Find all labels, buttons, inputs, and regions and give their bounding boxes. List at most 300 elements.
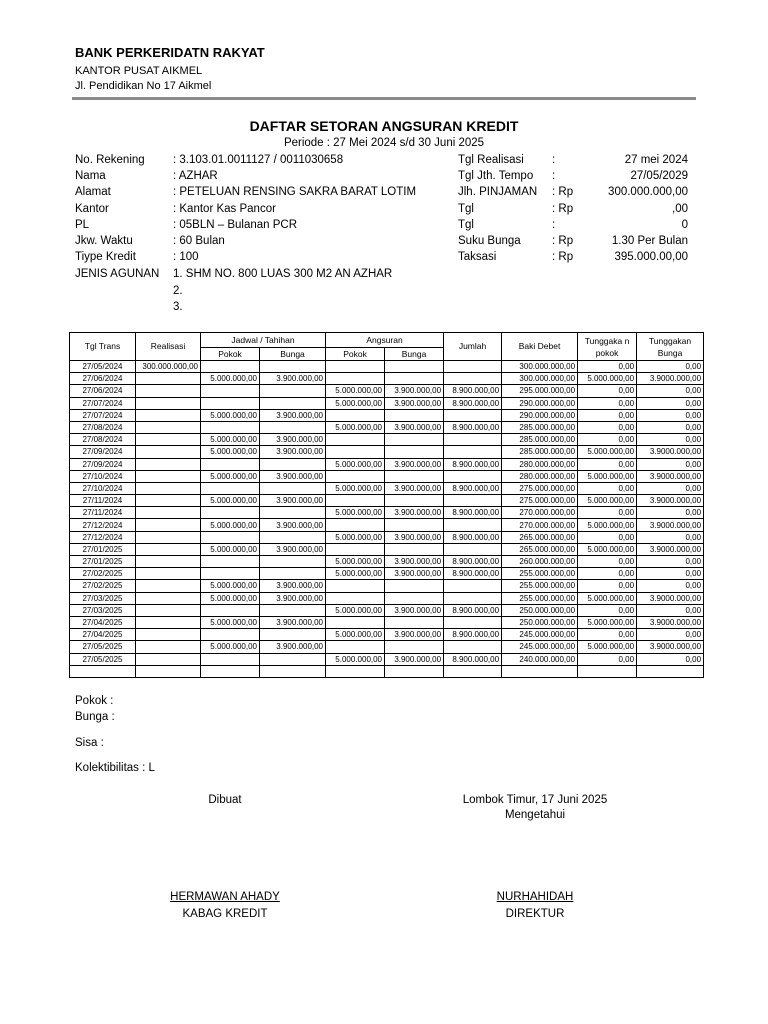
cell-tunggakan-pokok: 0,00: [578, 568, 637, 580]
info-label: Suku Bunga: [458, 235, 521, 247]
cell-jumlah: 8.900.000,00: [444, 653, 502, 665]
cell-jadwal-bunga: 3.900.000,00: [260, 592, 326, 604]
info-value: 27/05/2029: [630, 170, 688, 182]
cell-jadwal-pokok: [201, 361, 260, 373]
cell-angsuran-bunga: [385, 434, 444, 446]
cell-angsuran-pokok: 5.000.000,00: [326, 421, 385, 433]
cell-tunggakan-bunga: 0,00: [637, 507, 704, 519]
cell-tgl-trans: 27/12/2024: [70, 519, 136, 531]
info-colon: : Rp: [552, 235, 574, 247]
info-value: 27 mei 2024: [624, 154, 688, 166]
cell-jadwal-pokok: 5.000.000,00: [201, 592, 260, 604]
info-label: Tgl Jth. Tempo: [458, 170, 534, 182]
header-divider: [72, 97, 696, 100]
col-header-jadwal-pokok: Pokok: [201, 348, 260, 361]
cell-angsuran-pokok: [326, 592, 385, 604]
cell-tunggakan-bunga: 3.9000.000,00: [637, 616, 704, 628]
cell-angsuran-bunga: [385, 409, 444, 421]
cell-tunggakan-bunga: 0,00: [637, 556, 704, 568]
cell-angsuran-pokok: [326, 495, 385, 507]
cell-tgl-trans: 27/12/2024: [70, 531, 136, 543]
cell-angsuran-pokok: [326, 641, 385, 653]
info-label: PL: [75, 219, 90, 231]
cell-jadwal-pokok: 5.000.000,00: [201, 616, 260, 628]
cell-tunggakan-pokok: 0,00: [578, 434, 637, 446]
col-header-angsuran-bunga: Bunga: [385, 348, 444, 361]
cell-jadwal-bunga: 3.900.000,00: [260, 641, 326, 653]
info-value: : PETELUAN RENSING SAKRA BARAT LOTIM: [173, 186, 417, 198]
cell-jadwal-bunga: 3.900.000,00: [260, 409, 326, 421]
cell-jadwal-pokok: [201, 556, 260, 568]
cell-tunggakan-bunga: 3.9000.000,00: [637, 519, 704, 531]
cell-tunggakan-pokok: 0,00: [578, 361, 637, 373]
cell-tgl-trans: 27/11/2024: [70, 495, 136, 507]
signature-right-place-date: Lombok Timur, 17 Juni 2025: [462, 794, 608, 806]
cell-realisasi: [136, 641, 201, 653]
cell-tgl-trans: 27/01/2025: [70, 556, 136, 568]
cell-angsuran-pokok: 5.000.000,00: [326, 482, 385, 494]
col-header-tunggakan-bunga: Tunggakan Bunga: [637, 333, 704, 361]
cell-jadwal-pokok: [201, 458, 260, 470]
cell-tgl-trans: 27/08/2024: [70, 434, 136, 446]
cell-realisasi: [136, 531, 201, 543]
cell-tunggakan-bunga: 0,00: [637, 397, 704, 409]
cell-jadwal-bunga: [260, 568, 326, 580]
cell-jadwal-pokok: [201, 568, 260, 580]
cell-jadwal-bunga: 3.900.000,00: [260, 470, 326, 482]
cell-tgl-trans: [70, 665, 136, 677]
bank-name: BANK PERKERIDATN RAKYAT: [75, 45, 265, 60]
cell-jadwal-pokok: [201, 665, 260, 677]
cell-realisasi: [136, 409, 201, 421]
cell-jadwal-bunga: [260, 665, 326, 677]
info-value: : 05BLN – Bulanan PCR: [173, 219, 298, 231]
col-header-jadwal: Jadwal / Tahihan: [201, 333, 326, 348]
cell-tunggakan-pokok: 5.000.000,00: [578, 592, 637, 604]
cell-angsuran-pokok: 5.000.000,00: [326, 629, 385, 641]
collateral-item: 2.: [173, 285, 183, 297]
cell-tgl-trans: 27/11/2024: [70, 507, 136, 519]
cell-tunggakan-pokok: 0,00: [578, 629, 637, 641]
cell-tunggakan-bunga: 0,00: [637, 629, 704, 641]
cell-angsuran-pokok: [326, 434, 385, 446]
table-row: [70, 531, 704, 543]
cell-baki-debet: 275.000.000,00: [502, 482, 578, 494]
cell-tgl-trans: 27/08/2024: [70, 421, 136, 433]
cell-jumlah: [444, 519, 502, 531]
cell-tgl-trans: 27/09/2024: [70, 446, 136, 458]
cell-tunggakan-bunga: 0,00: [637, 568, 704, 580]
table-body: [70, 361, 704, 678]
cell-tunggakan-pokok: 0,00: [578, 458, 637, 470]
cell-jadwal-pokok: 5.000.000,00: [201, 543, 260, 555]
cell-angsuran-pokok: [326, 580, 385, 592]
table-row: [70, 507, 704, 519]
info-value: 300.000.000,00: [608, 186, 688, 198]
cell-jadwal-bunga: [260, 531, 326, 543]
cell-jadwal-pokok: 5.000.000,00: [201, 373, 260, 385]
cell-tunggakan-bunga: [637, 665, 704, 677]
info-value: : 60 Bulan: [173, 235, 225, 247]
cell-jadwal-bunga: [260, 385, 326, 397]
info-label: Kantor: [75, 203, 109, 215]
cell-tunggakan-bunga: 0,00: [637, 409, 704, 421]
table-row: [70, 361, 704, 373]
info-value: 1.30 Per Bulan: [611, 235, 688, 247]
table-row: [70, 604, 704, 616]
signer-name: HERMAWAN AHADY: [170, 891, 280, 903]
cell-angsuran-bunga: 3.900.000,00: [385, 385, 444, 397]
table-row: [70, 385, 704, 397]
bank-office: KANTOR PUSAT AIKMEL: [75, 65, 203, 77]
cell-realisasi: [136, 446, 201, 458]
cell-tgl-trans: 27/05/2025: [70, 641, 136, 653]
cell-jadwal-bunga: 3.900.000,00: [260, 616, 326, 628]
cell-jumlah: 8.900.000,00: [444, 385, 502, 397]
cell-jadwal-pokok: 5.000.000,00: [201, 434, 260, 446]
cell-angsuran-bunga: 3.900.000,00: [385, 604, 444, 616]
signature-right-caption: Mengetahui: [504, 809, 566, 821]
cell-tunggakan-pokok: 0,00: [578, 556, 637, 568]
table-row: [70, 495, 704, 507]
cell-jadwal-pokok: [201, 421, 260, 433]
cell-angsuran-bunga: 3.900.000,00: [385, 507, 444, 519]
cell-angsuran-bunga: [385, 495, 444, 507]
cell-tgl-trans: 27/02/2025: [70, 568, 136, 580]
info-label: Jlh. PINJAMAN: [458, 186, 538, 198]
cell-tgl-trans: 27/07/2024: [70, 397, 136, 409]
cell-jumlah: [444, 434, 502, 446]
cell-realisasi: [136, 568, 201, 580]
cell-jadwal-pokok: 5.000.000,00: [201, 519, 260, 531]
cell-jadwal-pokok: [201, 653, 260, 665]
info-value: : Kantor Kas Pancor: [173, 203, 276, 215]
cell-baki-debet: 295.000.000,00: [502, 385, 578, 397]
cell-realisasi: [136, 495, 201, 507]
cell-angsuran-bunga: [385, 373, 444, 385]
table-row: [70, 580, 704, 592]
cell-angsuran-bunga: 3.900.000,00: [385, 568, 444, 580]
cell-angsuran-bunga: [385, 641, 444, 653]
cell-jumlah: [444, 470, 502, 482]
info-label: Tgl: [458, 203, 474, 215]
cell-tunggakan-pokok: 0,00: [578, 482, 637, 494]
cell-angsuran-pokok: [326, 543, 385, 555]
cell-jadwal-pokok: [201, 397, 260, 409]
cell-jumlah: [444, 616, 502, 628]
info-colon: :: [552, 154, 556, 166]
cell-realisasi: [136, 482, 201, 494]
info-value: 0: [681, 219, 688, 231]
cell-tgl-trans: 27/06/2024: [70, 385, 136, 397]
cell-tgl-trans: 27/05/2025: [70, 653, 136, 665]
cell-angsuran-pokok: [326, 616, 385, 628]
info-label: No. Rekening: [75, 154, 145, 166]
cell-realisasi: [136, 653, 201, 665]
cell-angsuran-pokok: 5.000.000,00: [326, 568, 385, 580]
cell-tunggakan-pokok: 0,00: [578, 604, 637, 616]
cell-jadwal-bunga: 3.900.000,00: [260, 373, 326, 385]
cell-angsuran-bunga: [385, 580, 444, 592]
cell-jumlah: 8.900.000,00: [444, 604, 502, 616]
cell-jadwal-pokok: 5.000.000,00: [201, 470, 260, 482]
cell-tunggakan-pokok: 0,00: [578, 421, 637, 433]
cell-angsuran-pokok: [326, 446, 385, 458]
cell-angsuran-pokok: [326, 361, 385, 373]
cell-tunggakan-bunga: 0,00: [637, 385, 704, 397]
cell-jadwal-bunga: 3.900.000,00: [260, 446, 326, 458]
cell-angsuran-bunga: [385, 470, 444, 482]
table-row: [70, 458, 704, 470]
cell-angsuran-bunga: 3.900.000,00: [385, 653, 444, 665]
cell-angsuran-pokok: [326, 665, 385, 677]
cell-baki-debet: 245.000.000,00: [502, 641, 578, 653]
table-row: [70, 434, 704, 446]
cell-jadwal-pokok: 5.000.000,00: [201, 580, 260, 592]
cell-tunggakan-pokok: 5.000.000,00: [578, 616, 637, 628]
info-colon: : Rp: [552, 251, 574, 263]
document-period: Periode : 27 Mei 2024 s/d 30 Juni 2025: [283, 137, 485, 149]
cell-baki-debet: 255.000.000,00: [502, 568, 578, 580]
cell-jumlah: 8.900.000,00: [444, 397, 502, 409]
info-label: Tgl Realisasi: [458, 154, 524, 166]
info-value: : AZHAR: [173, 170, 218, 182]
cell-jumlah: [444, 361, 502, 373]
cell-baki-debet: 250.000.000,00: [502, 604, 578, 616]
summary-bunga: Bunga :: [75, 711, 115, 723]
signature-left-title: KABAG KREDIT: [182, 908, 268, 920]
cell-jadwal-bunga: [260, 653, 326, 665]
info-colon: : Rp: [552, 203, 574, 215]
cell-tunggakan-pokok: 0,00: [578, 580, 637, 592]
cell-baki-debet: 255.000.000,00: [502, 580, 578, 592]
info-value: 395.000.00,00: [614, 251, 688, 263]
cell-realisasi: [136, 665, 201, 677]
cell-angsuran-pokok: [326, 373, 385, 385]
cell-tunggakan-bunga: 3.9000.000,00: [637, 446, 704, 458]
cell-baki-debet: 300.000.000,00: [502, 373, 578, 385]
cell-baki-debet: 250.000.000,00: [502, 616, 578, 628]
cell-jumlah: 8.900.000,00: [444, 507, 502, 519]
cell-jadwal-bunga: [260, 361, 326, 373]
table-row: [70, 653, 704, 665]
cell-baki-debet: 245.000.000,00: [502, 629, 578, 641]
table-row: [70, 482, 704, 494]
bank-address: Jl. Pendidikan No 17 Aikmel: [75, 80, 212, 92]
cell-jadwal-bunga: [260, 482, 326, 494]
cell-jadwal-pokok: [201, 531, 260, 543]
cell-tgl-trans: 27/07/2024: [70, 409, 136, 421]
cell-tunggakan-pokok: 5.000.000,00: [578, 373, 637, 385]
cell-angsuran-pokok: 5.000.000,00: [326, 653, 385, 665]
col-header-jumlah: Jumlah: [444, 333, 502, 361]
info-label: Tiype Kredit: [75, 251, 136, 263]
cell-tunggakan-pokok: 0,00: [578, 653, 637, 665]
table-row: [70, 470, 704, 482]
cell-tunggakan-pokok: 0,00: [578, 531, 637, 543]
cell-jadwal-bunga: 3.900.000,00: [260, 495, 326, 507]
cell-angsuran-bunga: 3.900.000,00: [385, 482, 444, 494]
cell-jadwal-bunga: [260, 397, 326, 409]
cell-baki-debet: 290.000.000,00: [502, 409, 578, 421]
col-header-jadwal-bunga: Bunga: [260, 348, 326, 361]
summary-sisa: Sisa :: [75, 737, 104, 749]
cell-jadwal-pokok: [201, 482, 260, 494]
cell-jadwal-bunga: 3.900.000,00: [260, 543, 326, 555]
cell-tunggakan-pokok: 5.000.000,00: [578, 495, 637, 507]
table-row: [70, 629, 704, 641]
cell-angsuran-pokok: 5.000.000,00: [326, 397, 385, 409]
cell-jadwal-bunga: [260, 604, 326, 616]
cell-realisasi: [136, 421, 201, 433]
cell-angsuran-bunga: 3.900.000,00: [385, 556, 444, 568]
cell-jumlah: [444, 580, 502, 592]
info-colon: : Rp: [552, 186, 574, 198]
cell-tgl-trans: 27/04/2025: [70, 616, 136, 628]
cell-jumlah: [444, 665, 502, 677]
cell-baki-debet: 260.000.000,00: [502, 556, 578, 568]
cell-realisasi: [136, 616, 201, 628]
table-row: [70, 409, 704, 421]
cell-baki-debet: 300.000.000,00: [502, 361, 578, 373]
cell-jadwal-pokok: 5.000.000,00: [201, 446, 260, 458]
signature-right-name: [460, 891, 610, 903]
cell-tunggakan-bunga: 0,00: [637, 361, 704, 373]
cell-tgl-trans: 27/03/2025: [70, 604, 136, 616]
cell-jadwal-bunga: [260, 507, 326, 519]
cell-baki-debet: 265.000.000,00: [502, 531, 578, 543]
cell-angsuran-bunga: [385, 361, 444, 373]
info-value: : 3.103.01.0011127 / 0011030658: [173, 154, 344, 166]
info-value: 1. SHM NO. 800 LUAS 300 M2 AN AZHAR: [173, 268, 393, 280]
cell-angsuran-bunga: [385, 543, 444, 555]
cell-realisasi: [136, 604, 201, 616]
cell-jumlah: 8.900.000,00: [444, 421, 502, 433]
cell-jadwal-bunga: [260, 556, 326, 568]
cell-angsuran-pokok: 5.000.000,00: [326, 458, 385, 470]
cell-realisasi: [136, 470, 201, 482]
cell-tgl-trans: 27/10/2024: [70, 482, 136, 494]
cell-realisasi: [136, 507, 201, 519]
info-label: JENIS AGUNAN: [75, 268, 160, 280]
cell-tgl-trans: 27/01/2025: [70, 543, 136, 555]
cell-angsuran-pokok: 5.000.000,00: [326, 385, 385, 397]
cell-jadwal-pokok: 5.000.000,00: [201, 641, 260, 653]
cell-angsuran-bunga: [385, 592, 444, 604]
document-title: DAFTAR SETORAN ANGSURAN KREDIT: [249, 118, 519, 134]
cell-jadwal-pokok: [201, 604, 260, 616]
cell-baki-debet: 270.000.000,00: [502, 519, 578, 531]
cell-realisasi: 300.000.000,00: [136, 361, 201, 373]
col-header-angsuran-pokok: Pokok: [326, 348, 385, 361]
cell-tunggakan-bunga: 3.9000.000,00: [637, 495, 704, 507]
cell-angsuran-pokok: [326, 470, 385, 482]
cell-baki-debet: 285.000.000,00: [502, 421, 578, 433]
cell-tgl-trans: 27/10/2024: [70, 470, 136, 482]
table-row: [70, 568, 704, 580]
cell-angsuran-bunga: [385, 446, 444, 458]
cell-realisasi: [136, 385, 201, 397]
cell-jadwal-bunga: 3.900.000,00: [260, 580, 326, 592]
cell-tunggakan-pokok: 0,00: [578, 507, 637, 519]
table-row: [70, 556, 704, 568]
table-row: [70, 543, 704, 555]
collateral-item: 3.: [173, 301, 183, 313]
cell-jumlah: [444, 543, 502, 555]
cell-tgl-trans: 27/09/2024: [70, 458, 136, 470]
cell-jumlah: 8.900.000,00: [444, 458, 502, 470]
cell-tunggakan-bunga: 0,00: [637, 434, 704, 446]
info-label: Nama: [75, 170, 106, 182]
info-value: ,00: [672, 203, 688, 215]
cell-tgl-trans: 27/06/2024: [70, 373, 136, 385]
cell-jumlah: [444, 641, 502, 653]
cell-jumlah: 8.900.000,00: [444, 556, 502, 568]
cell-tunggakan-bunga: 0,00: [637, 604, 704, 616]
cell-baki-debet: 265.000.000,00: [502, 543, 578, 555]
cell-angsuran-pokok: 5.000.000,00: [326, 507, 385, 519]
info-label: Alamat: [75, 186, 111, 198]
cell-baki-debet: [502, 665, 578, 677]
info-label: Tgl: [458, 219, 474, 231]
cell-tunggakan-pokok: [578, 665, 637, 677]
signature-left-name: [140, 891, 310, 903]
cell-jadwal-bunga: [260, 629, 326, 641]
cell-angsuran-bunga: [385, 519, 444, 531]
table-row: [70, 592, 704, 604]
cell-tgl-trans: 27/05/2024: [70, 361, 136, 373]
signature-right-title: DIREKTUR: [505, 908, 565, 920]
cell-tunggakan-pokok: 5.000.000,00: [578, 470, 637, 482]
signature-left-caption: Dibuat: [208, 794, 242, 806]
cell-jadwal-pokok: [201, 629, 260, 641]
signer-name: NURHAHIDAH: [496, 891, 574, 903]
cell-tunggakan-bunga: 0,00: [637, 531, 704, 543]
cell-baki-debet: 255.000.000,00: [502, 592, 578, 604]
cell-tunggakan-bunga: 3.9000.000,00: [637, 543, 704, 555]
cell-jumlah: 8.900.000,00: [444, 568, 502, 580]
cell-tunggakan-bunga: 0,00: [637, 580, 704, 592]
cell-jadwal-pokok: 5.000.000,00: [201, 409, 260, 421]
cell-jumlah: 8.900.000,00: [444, 629, 502, 641]
col-header-tunggakan-pokok: Tunggaka n pokok: [578, 333, 637, 361]
cell-tunggakan-bunga: 3.9000.000,00: [637, 373, 704, 385]
table-row: [70, 446, 704, 458]
cell-realisasi: [136, 373, 201, 385]
cell-tgl-trans: 27/02/2025: [70, 580, 136, 592]
cell-angsuran-pokok: [326, 519, 385, 531]
cell-angsuran-bunga: 3.900.000,00: [385, 531, 444, 543]
cell-realisasi: [136, 519, 201, 531]
cell-jumlah: 8.900.000,00: [444, 482, 502, 494]
cell-tunggakan-bunga: 0,00: [637, 421, 704, 433]
cell-tunggakan-bunga: 0,00: [637, 653, 704, 665]
cell-realisasi: [136, 592, 201, 604]
table-row: [70, 397, 704, 409]
info-value: : 100: [173, 251, 199, 263]
cell-realisasi: [136, 434, 201, 446]
cell-angsuran-pokok: 5.000.000,00: [326, 531, 385, 543]
cell-jadwal-pokok: 5.000.000,00: [201, 495, 260, 507]
cell-baki-debet: 290.000.000,00: [502, 397, 578, 409]
cell-jadwal-bunga: [260, 421, 326, 433]
cell-tgl-trans: 27/03/2025: [70, 592, 136, 604]
cell-angsuran-bunga: 3.900.000,00: [385, 397, 444, 409]
cell-jadwal-pokok: [201, 507, 260, 519]
info-colon: :: [552, 219, 556, 231]
info-colon: :: [552, 170, 556, 182]
cell-baki-debet: 280.000.000,00: [502, 470, 578, 482]
